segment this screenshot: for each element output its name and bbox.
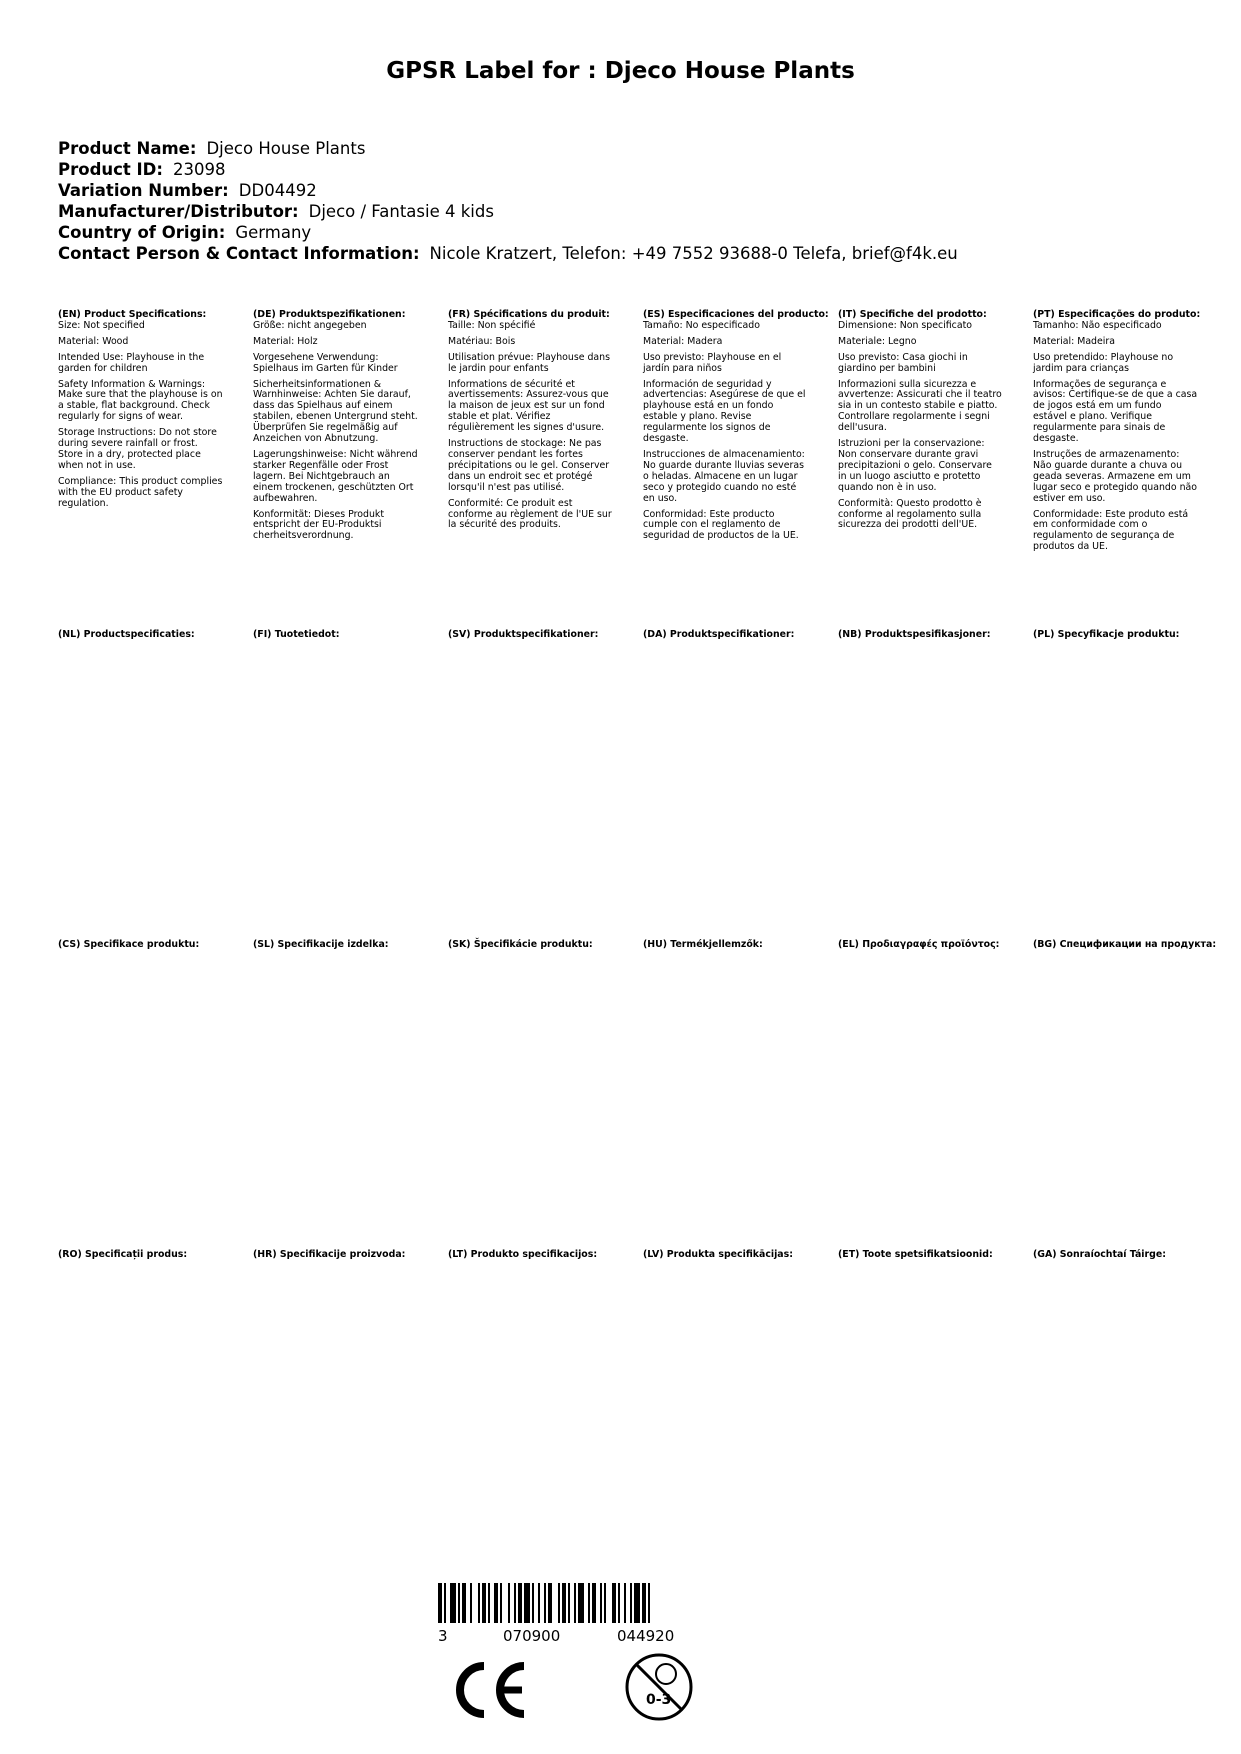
barcode-bar	[548, 1583, 552, 1623]
language-block-heading: (RO) Specificații produs:	[58, 1249, 188, 1260]
language-block-heading: (BG) Спецификации на продукта:	[1033, 939, 1217, 950]
language-block-line: Uso previsto: Playhouse en el jardín para niños	[643, 351, 782, 374]
language-block-line: Dimensione: Non specificato	[838, 319, 972, 331]
barcode-bar	[612, 1583, 616, 1623]
barcode-bar	[630, 1583, 632, 1623]
barcode-right-digits: 044920	[617, 1627, 675, 1645]
barcode-bar	[648, 1583, 650, 1623]
language-block-line: Vorgesehene Verwendung: Spielhaus im Garten für Kinder	[253, 351, 398, 374]
manufacturer-row: Manufacturer/Distributor: Djeco / Fantasie 4 kids	[58, 202, 494, 221]
language-block-line: Instructions de stockage: Ne pas conserver pendant les fortes précipitations ou le gel. Conserver dans un endroit sec et protégé lorsqu'il n'est pas utilisé.	[448, 438, 610, 493]
language-block	[643, 1250, 808, 1261]
language-block-line: Instrucciones de almacenamiento: No guarde durante lluvias severas o heladas. Almacene en un lugar seco y protegido cuando no esté en uso.	[643, 448, 805, 504]
product-header	[58, 138, 958, 264]
language-block-line: Conformità: Questo prodotto è conforme al regolamento sulla sicurezza dei prodotti dell'UE.	[838, 497, 982, 531]
language-block	[1033, 630, 1198, 641]
language-block-line: Intended Use: Playhouse in the garden for children	[58, 351, 205, 374]
barcode-bar	[478, 1583, 480, 1623]
language-block	[1033, 1250, 1198, 1261]
barcode-bar	[518, 1583, 522, 1623]
language-block-heading: (DE) Produktspezifikationen:	[253, 309, 406, 320]
product-id-row: Product ID: 23098	[58, 160, 226, 179]
language-block	[838, 310, 1003, 536]
language-block-heading: (GA) Sonraíochtaí Táirge:	[1033, 1249, 1166, 1260]
language-block-heading: (FR) Spécifications du produit:	[448, 309, 610, 320]
language-block-line: Material: Madeira	[1033, 335, 1115, 347]
barcode-bar	[592, 1583, 596, 1623]
barcode-bar	[578, 1583, 584, 1623]
language-block-line: Compliance: This product complies with the EU product safety regulation.	[58, 475, 223, 509]
barcode-bar	[624, 1583, 626, 1623]
barcode-first-digit: 3	[438, 1627, 448, 1645]
barcode-bar	[618, 1583, 620, 1623]
barcode-bar	[482, 1583, 486, 1623]
barcode-bar	[634, 1583, 640, 1623]
contact-row: Contact Person & Contact Information: Nicole Kratzert, Telefon: +49 7552 93688-0 Telefa, brief@f4k.eu	[58, 244, 958, 263]
language-block-line: Informazioni sulla sicurezza e avvertenze: Assicurati che il teatro sia in un contesto stabile e piatto. Controllare regolarmente i segni dell'usura.	[838, 378, 1002, 434]
language-block-heading: (LV) Produkta specifikācijas:	[643, 1249, 793, 1260]
language-block-line: Istruzioni per la conservazione: Non conservare durante gravi precipitazioni o gelo. Conservare in un luogo asciutto e protetto quando non è in uso.	[838, 438, 992, 493]
language-block-heading: (EN) Product Specifications:	[58, 309, 207, 320]
language-block-heading: (CS) Specifikace produktu:	[58, 939, 200, 950]
language-block	[643, 940, 808, 951]
barcode-bar	[450, 1583, 456, 1623]
language-block-heading: (FI) Tuotetiedot:	[253, 629, 340, 640]
barcode-bar	[538, 1583, 540, 1623]
language-block-heading: (DA) Produktspecifikationer:	[643, 629, 795, 640]
language-block-heading: (HR) Specifikacije proizvoda:	[253, 1249, 406, 1260]
language-block-line: Información de seguridad y advertencias: Asegúrese de que el playhouse está en un fondo estable y plano. Revise regularmente los signos de desgaste.	[643, 378, 806, 445]
language-block-line: Konformität: Dieses Produkt entspricht der EU-Produktsi cherheitsverordnung.	[253, 508, 385, 542]
language-block-heading: (SL) Specifikacije izdelka:	[253, 939, 389, 950]
language-block	[448, 630, 613, 641]
language-block	[838, 630, 1003, 641]
language-block-heading: (IT) Specifiche del prodotto:	[838, 309, 987, 320]
barcode-bar	[462, 1583, 466, 1623]
barcode-bar	[488, 1583, 490, 1623]
language-block	[253, 310, 418, 547]
language-block	[58, 630, 223, 641]
barcode-left-digits: 070900	[503, 1627, 561, 1645]
language-block-line: Matériau: Bois	[448, 335, 516, 347]
language-block-line: Tamanho: Não especificado	[1033, 319, 1162, 331]
language-block-line: Taille: Non spécifié	[448, 319, 536, 331]
language-block-line: Sicherheitsinformationen & Warnhinweise: Achten Sie darauf, dass das Spielhaus auf einem stabilen, ebenen Untergrund steht. Überprüfen Sie regelmäßig auf Anzeichen von Abnutzung.	[253, 378, 418, 445]
language-block-line: Conformité: Ce produit est conforme au règlement de l'UE sur la sécurité des produits.	[448, 497, 612, 531]
language-block-line: Safety Information & Warnings: Make sure that the playhouse is on a stable, flat background. Check regularly for signs of wear.	[58, 378, 223, 423]
language-block	[448, 940, 613, 951]
language-block	[58, 940, 223, 951]
language-block-heading: (SK) Špecifikácie produktu:	[448, 939, 593, 950]
age-label: 0-3	[646, 1692, 672, 1708]
barcode-bar	[458, 1583, 460, 1623]
language-block	[253, 630, 418, 641]
barcode	[438, 1583, 738, 1623]
language-block-heading: (SV) Produktspecifikationer:	[448, 629, 599, 640]
language-block-line: Conformidad: Este producto cumple con el reglamento de seguridad de productos de la UE.	[643, 508, 799, 542]
language-block	[1033, 309, 1201, 558]
barcode-bar	[568, 1583, 570, 1623]
language-block-heading: (ET) Toote spetsifikatsioonid:	[838, 1249, 993, 1260]
language-block-line: Instruções de armazenamento: Não guarde durante a chuva ou geada severas. Armazene em um lugar seco e protegido quando não estiver em uso.	[1033, 448, 1198, 504]
language-block-line: Uso pretendido: Playhouse no jardim para crianças	[1033, 351, 1174, 374]
barcode-bar	[604, 1583, 606, 1623]
barcode-bar	[438, 1583, 442, 1623]
language-block-heading: (EL) Προδιαγραφές προϊόντος:	[838, 939, 1000, 950]
language-block	[58, 1250, 223, 1261]
barcode-bar	[600, 1583, 602, 1623]
language-block-line: Informations de sécurité et avertissements: Assurez-vous que la maison de jeux est sur un fond stable et plat. Vérifiez régulièrement les signes d'usure.	[448, 378, 609, 434]
language-block	[1033, 939, 1217, 951]
language-block	[58, 310, 223, 515]
language-block	[838, 1250, 1003, 1261]
language-block-line: Storage Instructions: Do not store during severe rainfall or frost. Store in a dry, protected place when not in use.	[58, 427, 217, 471]
barcode-bar	[514, 1583, 516, 1623]
language-block-line: Material: Holz	[253, 335, 318, 347]
country-of-origin-row: Country of Origin: Germany	[58, 223, 312, 242]
language-block-line: Informações de segurança e avisos: Certifique-se de que a casa de jogos está em um fundo estável e plano. Verifique regularmente para sinais de desgaste.	[1033, 378, 1198, 445]
ce-mark-icon	[450, 1660, 530, 1720]
language-block-line: Size: Not specified	[58, 319, 145, 331]
age-warning-icon	[624, 1652, 694, 1722]
barcode-bar	[494, 1583, 498, 1623]
language-block-heading: (LT) Produkto specifikacijos:	[448, 1249, 598, 1260]
barcode-bar	[500, 1583, 502, 1623]
product-name-row: Product Name: Djeco House Plants	[58, 139, 366, 158]
barcode-bar	[470, 1583, 472, 1623]
variation-number-row: Variation Number: DD04492	[58, 181, 317, 200]
language-block	[643, 309, 829, 547]
language-block-line: Conformidade: Este produto está em conformidade com o regulamento de segurança de produtos da UE.	[1033, 508, 1189, 553]
language-block-line: Größe: nicht angegeben	[253, 319, 367, 331]
language-block-heading: (HU) Termékjellemzők:	[643, 939, 763, 950]
barcode-bar	[532, 1583, 534, 1623]
language-block-line: Lagerungshinweise: Nicht während starker Regenfälle oder Frost lagern. Bei Nichtgebrauch an einem trockenen, geschützten Ort aufbewahren.	[253, 448, 418, 504]
language-block-line: Materiale: Legno	[838, 335, 917, 347]
barcode-bar	[544, 1583, 546, 1623]
language-block	[448, 310, 613, 536]
language-block	[448, 1250, 613, 1261]
barcode-bar	[588, 1583, 590, 1623]
language-block-line: Material: Wood	[58, 335, 129, 347]
language-block-line: Utilisation prévue: Playhouse dans le jardin pour enfants	[448, 351, 611, 374]
language-block-line: Material: Madera	[643, 335, 723, 347]
barcode-bar	[444, 1583, 446, 1623]
language-block	[643, 630, 808, 641]
barcode-bar	[558, 1583, 560, 1623]
language-block-heading: (ES) Especificaciones del producto:	[643, 309, 829, 320]
language-block	[838, 940, 1003, 951]
barcode-bar	[508, 1583, 510, 1623]
language-block-heading: (NL) Productspecificaties:	[58, 629, 195, 640]
language-block-heading: (NB) Produktspesifikasjoner:	[838, 629, 991, 640]
page-title: GPSR Label for : Djeco House Plants	[386, 58, 855, 84]
language-block-line: Uso previsto: Casa giochi in giardino per bambini	[838, 351, 968, 374]
barcode-bar	[524, 1583, 530, 1623]
language-block-line: Tamaño: No especificado	[643, 319, 760, 331]
barcode-bar	[642, 1583, 646, 1623]
language-block	[253, 940, 418, 951]
barcode-bar	[574, 1583, 576, 1623]
language-block	[253, 1250, 418, 1261]
language-block-heading: (PL) Specyfikacje produktu:	[1033, 629, 1180, 640]
language-block-heading: (PT) Especificações do produto:	[1033, 309, 1201, 320]
barcode-bar	[562, 1583, 566, 1623]
